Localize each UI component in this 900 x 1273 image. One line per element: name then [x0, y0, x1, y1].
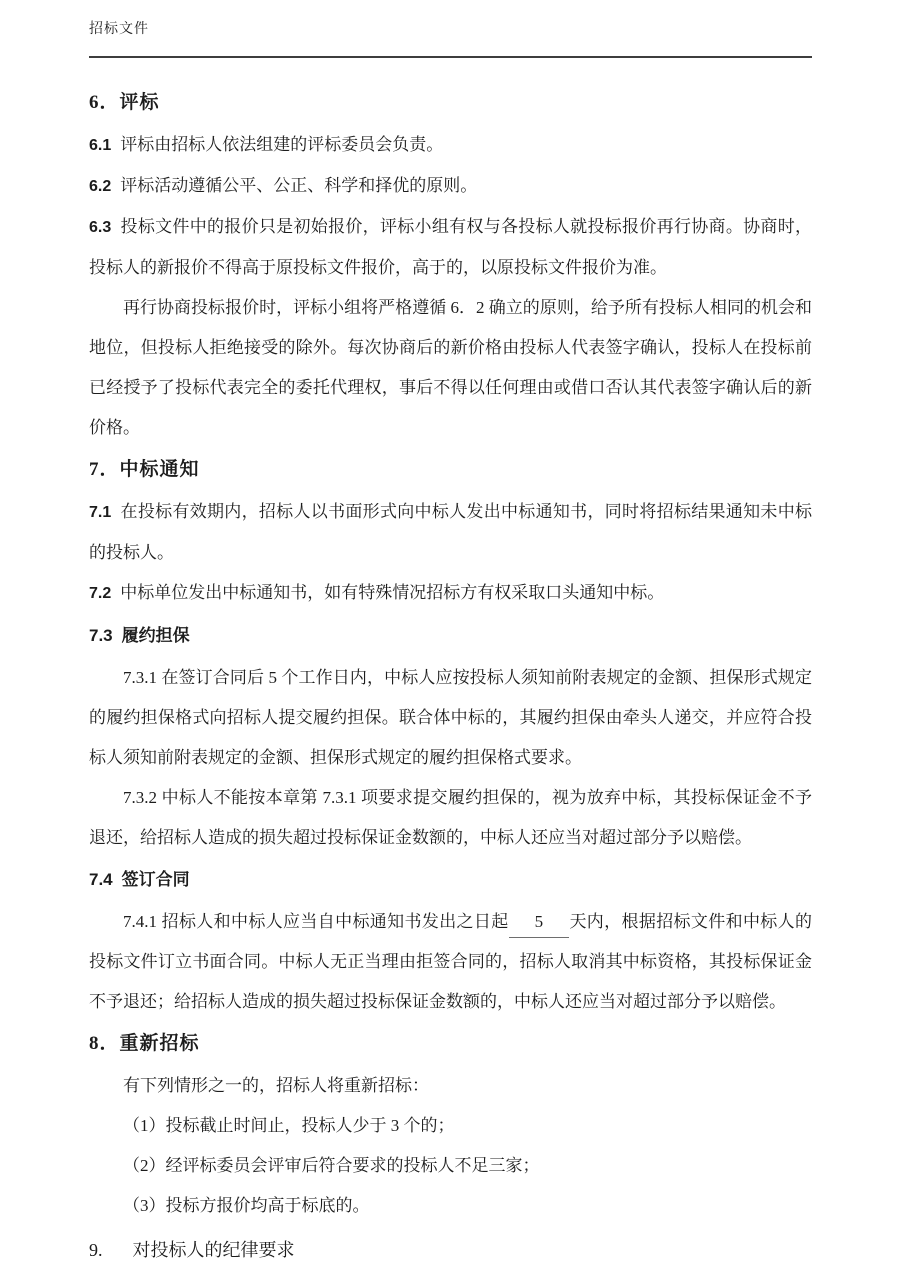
paragraph-7-4-1 [89, 902, 812, 1022]
clause-number: 6.3 [89, 219, 112, 236]
clause-number: 6.2 [89, 178, 112, 195]
clause-number: 7.2 [89, 585, 112, 602]
section-heading-6: 6．评标 [89, 92, 160, 113]
paragraph-text-before-blank: 7.4.1 招标人和中标人应当自中标通知书发出之日起 [123, 912, 509, 931]
list-item-3: （3）投标方报价均高于标底的。 [123, 1196, 370, 1215]
clause-text: 评标活动遵循公平、公正、科学和择优的原则。 [120, 176, 478, 195]
clause-text: 中标单位发出中标通知书，如有特殊情况招标方有权采取口头通知中标。 [120, 583, 665, 602]
paragraph-renegotiation: 再行协商投标报价时，评标小组将严格遵循 6．2 确立的原则，给予所有投标人相同的机会和地位，但投标人拒绝接受的除外。每次协商后的新价格由投标人代表签字确认，投标人在投标前已经授予了投标代表完全的委托代理权，事后不得以任何理由或借口否认其代表签字确认后的新价格。 [89, 298, 812, 437]
list-item-1: （1）投标截止时间止，投标人少于 3 个的； [123, 1116, 455, 1135]
clause-6-1 [89, 125, 812, 166]
subsection-title: 履约担保 [121, 626, 190, 645]
subsection-heading-7-3 [89, 616, 812, 656]
clause-6-2 [89, 166, 812, 207]
document-body [89, 83, 812, 1270]
header-divider [89, 56, 812, 58]
filled-blank-days: 5 [509, 907, 570, 938]
paragraph-rebid-intro: 有下列情形之一的，招标人将重新招标： [123, 1076, 429, 1095]
clause-7-2 [89, 573, 812, 614]
clause-text: 投标文件中的报价只是初始报价，评标小组有权与各投标人就投标报价再行协商。协商时，投标人的新报价不得高于原投标文件报价，高于的，以原投标文件报价为准。 [89, 217, 812, 277]
list-item-2: （2）经评标委员会评审后符合要求的投标人不足三家； [123, 1156, 540, 1175]
section-heading-9 [89, 1230, 812, 1270]
clause-number: 7.1 [89, 504, 112, 521]
paragraph-7-3-2: 7.3.2 中标人不能按本章第 7.3.1 项要求提交履约担保的，视为放弃中标，其投标保证金不予退还，给招标人造成的损失超过投标保证金数额的，中标人还应当对超过部分予以赔偿。 [89, 788, 812, 847]
subsection-number: 7.3 [89, 626, 113, 645]
paragraph-text-after-blank: 天内，根据招标文件和中标人的投标文件订立书面合同。中标人无正当理由拒签合同的，招标人取消其中标资格，其投标保证金不予退还；给招标人造成的损失超过投标保证金数额的，中标人还应当对超过部分予以赔偿。 [89, 912, 813, 1011]
clause-6-3 [89, 207, 812, 288]
section-number: 9. [89, 1240, 103, 1260]
section-heading-7: 7．中标通知 [89, 459, 200, 480]
clause-text: 评标由招标人依法组建的评标委员会负责。 [120, 135, 444, 154]
paragraph-7-3-1: 7.3.1 在签订合同后 5 个工作日内，中标人应按投标人须知前附表规定的金额、担保形式规定的履约担保格式向招标人提交履约担保。联合体中标的，其履约担保由牵头人递交，并应符合投标人须知前附表规定的金额、担保形式规定的履约担保格式要求。 [89, 668, 812, 767]
section-heading-8: 8．重新招标 [89, 1033, 200, 1054]
clause-text: 在投标有效期内，招标人以书面形式向中标人发出中标通知书，同时将招标结果通知未中标的投标人。 [89, 502, 812, 562]
subsection-number: 7.4 [89, 870, 113, 889]
page-header-title: 招标文件 [89, 22, 149, 37]
clause-7-1 [89, 492, 812, 573]
section-title: 对投标人的纪律要求 [132, 1240, 295, 1260]
clause-number: 6.1 [89, 137, 112, 154]
subsection-heading-7-4 [89, 860, 812, 900]
subsection-title: 签订合同 [121, 870, 190, 889]
